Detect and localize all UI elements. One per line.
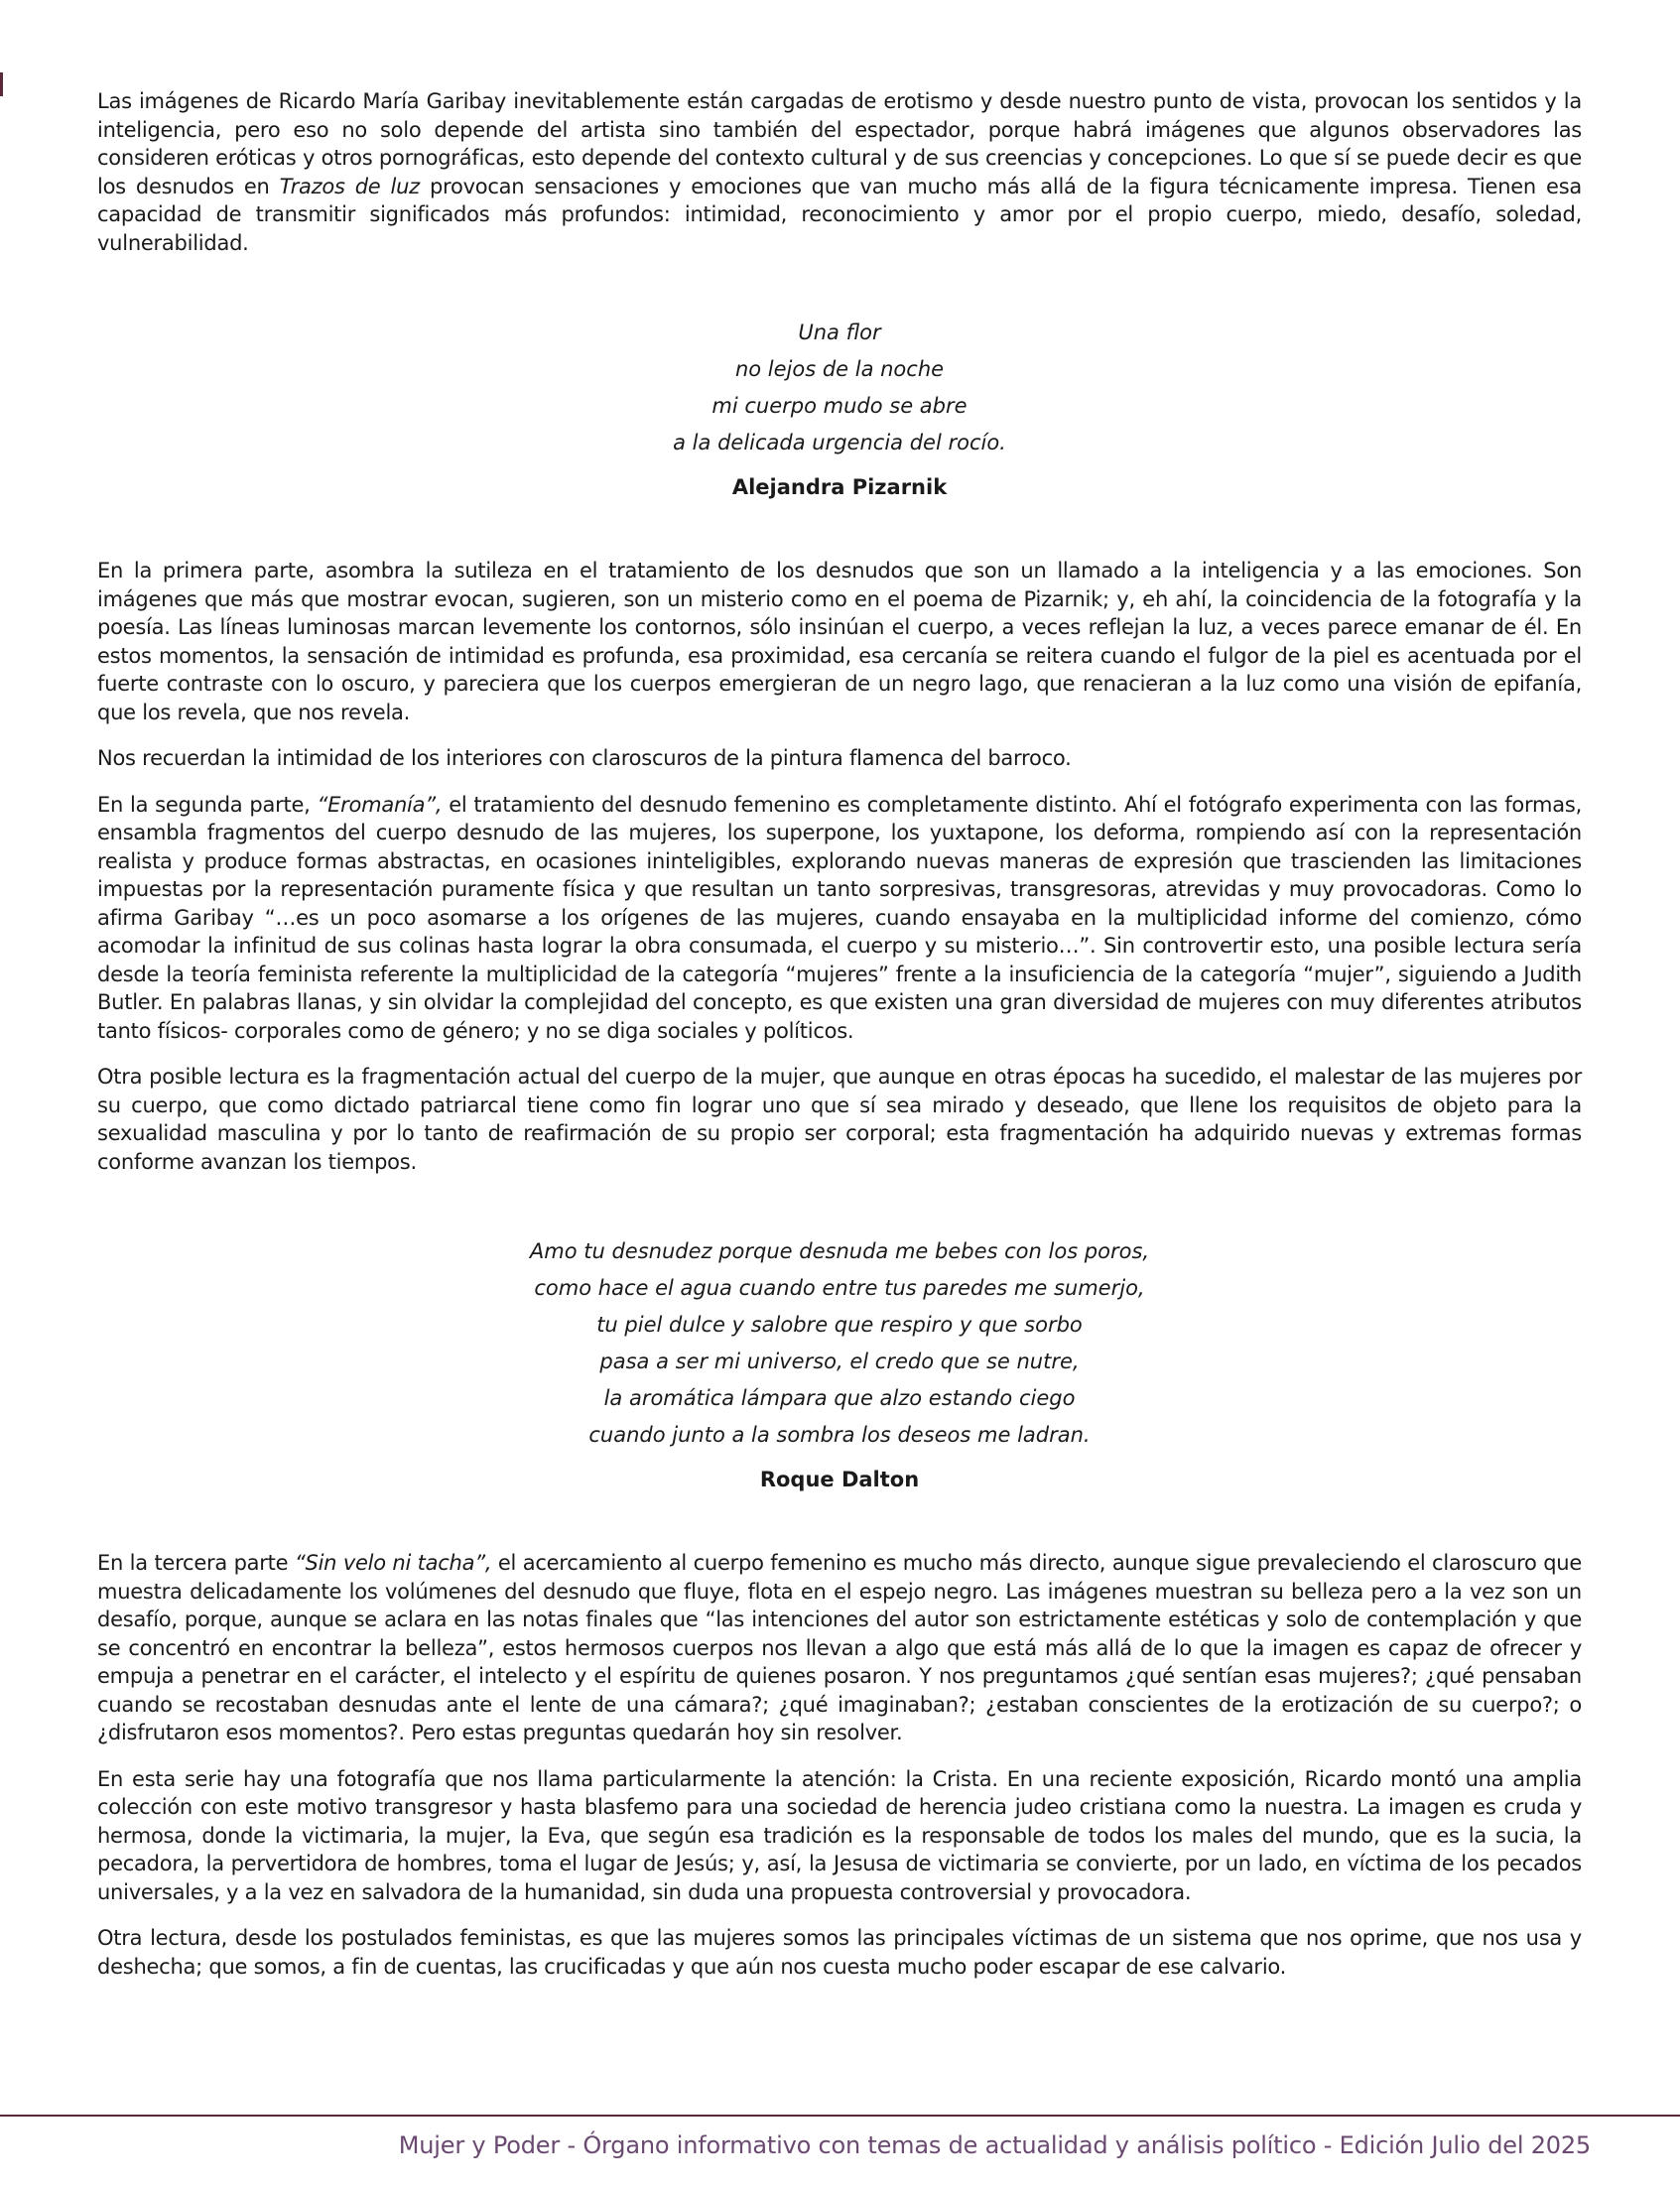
paragraph-text: Otra posible lectura es la fragmentación actual del cuerpo de la mujer, que aunque en otras épocas ha sucedido, el malestar de las mujeres por su cuerpo, que como dictado patriarcal tiene como fin lograr uno que sí sea mirado y deseado, que llene los requisitos de objeto para la sexualidad masculina y por lo tanto de reafirmación de su propio ser corporal; esta fragmentación ha adquirido nuevas y extremas formas conforme avanzan los tiempos. xyxy=(97,1065,1582,1174)
paragraph-emphasis: “Eromanía”, xyxy=(317,792,443,817)
paragraph-text: En la tercera parte xyxy=(97,1551,295,1575)
paragraph xyxy=(97,1924,1582,1981)
poem-block xyxy=(97,1233,1582,1493)
poem-line: Amo tu desnudez porque desnuda me bebes con los poros, xyxy=(529,1239,1150,1263)
paragraph-emphasis: Trazos de luz xyxy=(279,174,420,198)
poem-line: no lejos de la noche xyxy=(734,357,945,381)
poem xyxy=(97,1233,1582,1454)
paragraph xyxy=(97,1063,1582,1176)
paragraph-text: En esta serie hay una fotografía que nos llama particularmente la atención: la Crista. En una reciente exposición, Ricardo montó una amplia colección con este motivo transgresor y hasta blasfemo para una sociedad de herencia judeo cristiana como la nuestra. La imagen es cruda y hermosa, donde la victimaria, la mujer, la Eva, que según esa tradición es la responsable de todos los males del mundo, que es la sucia, la pecadora, la pervertidora de hombres, toma el lugar de Jesús; y, así, la Jesusa de victimaria se convierte, por un lado, en víctima de los pecados universales, y a la vez en salvadora de la humanidad, sin duda una propuesta controversial y provocadora. xyxy=(97,1766,1582,1904)
page-edge-mark xyxy=(0,72,3,96)
poem-line: a la delicada urgencia del rocío. xyxy=(673,431,1006,454)
poem-author: Roque Dalton xyxy=(759,1468,920,1491)
paragraph xyxy=(97,1765,1582,1907)
poem-line: la aromática lámpara que alzo estando ciego xyxy=(603,1386,1076,1410)
paragraph-emphasis: “Sin velo ni tacha”, xyxy=(294,1551,492,1575)
paragraph xyxy=(97,1549,1582,1747)
paragraph-text: el acercamiento al cuerpo femenino es mucho más directo, aunque sigue prevaleciendo el claroscuro que muestra delicadamente los volúmenes del desnudo que fluye, flota en el espejo negro. Las imágenes muestran su belleza pero a la vez son un desafío, porque, aunque se aclara en las notas finales que “las intenciones del autor son estrictamente estéticas y solo de contemplación y que se concentró en encontrar la belleza”, estos hermosos cuerpos nos llevan a algo que está más allá de lo que la imagen es capaz de ofrecer y empuja a penetrar en el carácter, el intelecto y el espíritu de quienes posaron. Y nos preguntamos ¿qué sentían esas mujeres?; ¿qué pensaban cuando se recostaban desnudas ante el lente de una cámara?; ¿qué imaginaban?; ¿estaban conscientes de la erotización de su cuerpo?; o ¿disfrutaron esos momentos?. Pero estas preguntas quedarán hoy sin resolver. xyxy=(97,1551,1583,1744)
paragraph xyxy=(97,87,1582,257)
poem-line: tu piel dulce y salobre que respiro y que sorbo xyxy=(596,1313,1083,1337)
poem-line: mi cuerpo mudo se abre xyxy=(711,394,968,418)
footer-publication-line: Mujer y Poder - Órgano informativo con temas de actualidad y análisis político - Edición Julio del 2025 xyxy=(398,2131,1591,2159)
article-body xyxy=(97,87,1582,1998)
paragraph-text: provocan sensaciones y emociones que van mucho más allá de la figura técnicamente impresa. Tienen esa capacidad de transmitir significados más profundos: intimidad, reconocimiento y amor por el propio cuerpo, miedo, desafío, soledad, vulnerabilidad. xyxy=(97,174,1583,255)
paragraph-text: Otra lectura, desde los postulados feministas, es que las mujeres somos las principales víctimas de un sistema que nos oprime, que nos usa y deshecha; que somos, a fin de cuentas, las crucificadas y que aún nos cuesta mucho poder escapar de ese calvario. xyxy=(97,1926,1582,1979)
poem-line: cuando junto a la sombra los deseos me ladran. xyxy=(588,1423,1091,1447)
poem-line: pasa a ser mi universo, el credo que se nutre, xyxy=(599,1350,1080,1373)
paragraph-text: el tratamiento del desnudo femenino es completamente distinto. Ahí el fotógrafo experimenta con las formas, ensambla fragmentos del cuerpo desnudo de las mujeres, los superpone, los yuxtapone, los deforma, rompiendo así con la representación realista y produce formas abstractas, en ocasiones ininteligibles, explorando nuevas maneras de expresión que trascienden las limitaciones impuestas por la representación puramente física y que resultan un tanto sorpresivas, transgresoras, atrevidas y muy provocadoras. Como lo afirma Garibay “…es un poco asomarse a los orígenes de las mujeres, cuando ensayaba en la multiplicidad informe del comienzo, cómo acomodar la infinitud de sus colinas hasta lograr la obra consumada, el cuerpo y su misterio…”. Sin controvertir esto, una posible lectura sería desde la teoría feminista referente la multiplicidad de la categoría “mujeres” frente a la insuficiencia de la categoría “mujer”, siguiendo a Judith Butler. En palabras llanas, y sin olvidar la complejidad del concepto, es que existen una gran diversidad de mujeres con muy diferentes atributos tanto físicos- corporales como de género; y no se diga sociales y políticos. xyxy=(97,792,1582,1043)
poem-block xyxy=(97,315,1582,501)
paragraph-text: Las imágenes de Ricardo María Garibay inevitablemente están cargadas de erotismo y desde nuestro punto de vista, provocan los sentidos y la inteligencia, pero eso no solo depende del artista sino también del espectador, porque habrá imágenes que algunos observadores las consideren eróticas y otros pornográficas, esto depende del contexto cultural y de sus creencias y concepciones. Lo que sí se puede decir es que los desnudos en xyxy=(97,89,1582,198)
paragraph xyxy=(97,744,1582,773)
paragraph-text: Nos recuerdan la intimidad de los interiores con claroscuros de la pintura flamenca del barroco. xyxy=(97,746,1072,770)
footer-divider xyxy=(0,2115,1680,2117)
poem-line: Una flor xyxy=(798,321,881,344)
paragraph xyxy=(97,557,1582,726)
paragraph xyxy=(97,791,1582,1046)
poem xyxy=(97,315,1582,461)
paragraph-text: En la segunda parte, xyxy=(97,792,318,817)
poem-line: como hace el agua cuando entre tus paredes me sumerjo, xyxy=(534,1276,1145,1300)
paragraph-text: En la primera parte, asombra la sutileza en el tratamiento de los desnudos que son un llamado a la inteligencia y a las emociones. Son imágenes que más que mostrar evocan, sugieren, son un misterio como en el poema de Pizarnik; y, eh ahí, la coincidencia de la fotografía y la poesía. Las líneas luminosas marcan levemente los contornos, sólo insinúan el cuerpo, a veces reflejan la luz, a veces parece emanar de él. En estos momentos, la sensación de intimidad es profunda, esa proximidad, esa cercanía se reitera cuando el fulgor de la piel es acentuada por el fuerte contraste con lo oscuro, y pareciera que los cuerpos emergieran de un negro lago, que renacieran a la luz como una visión de epifanía, que los revela, que nos revela. xyxy=(97,559,1582,724)
poem-author: Alejandra Pizarnik xyxy=(731,475,948,499)
